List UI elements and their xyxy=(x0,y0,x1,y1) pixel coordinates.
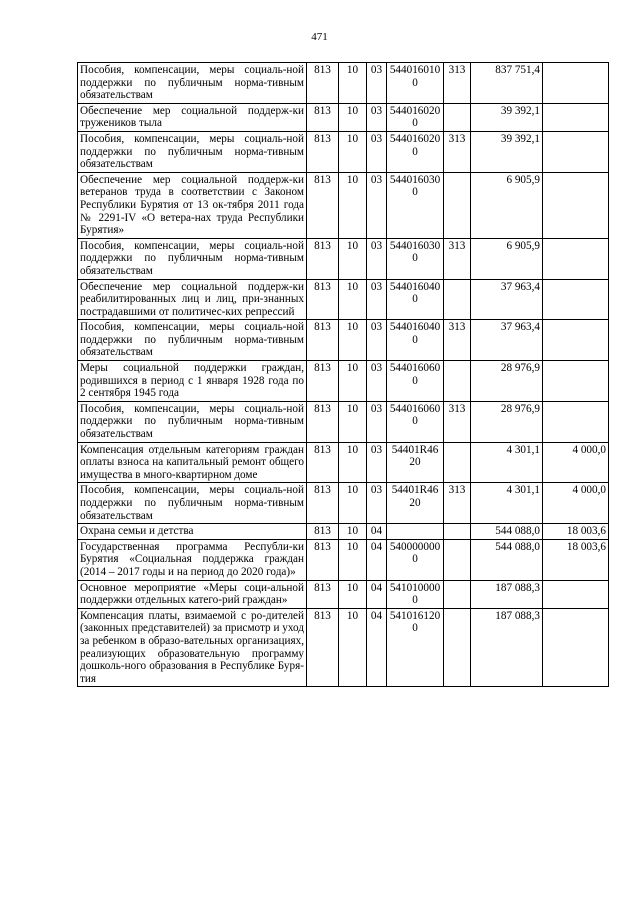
section-code: 10 xyxy=(339,131,367,172)
admin-code: 813 xyxy=(307,608,339,687)
amount-value: 39 392,1 xyxy=(471,103,543,131)
target-article-code: 54401R4620 xyxy=(387,483,444,524)
table-row xyxy=(78,608,609,687)
target-article-code: 5440160200 xyxy=(387,103,444,131)
row-name: Основное мероприятие «Меры соци-альной поддержки отдельных катего-рий граждан» xyxy=(78,580,307,608)
subsection-code: 03 xyxy=(367,401,387,442)
row-name: Компенсация отдельным категориям граждан оплаты взноса на капитальный ремонт общего имущества в много-квартирном доме xyxy=(78,442,307,483)
expense-type-code xyxy=(444,103,471,131)
row-name: Пособия, компенсации, меры социаль-ной поддержки по публичным норма-тивным обязательствам xyxy=(78,483,307,524)
section-code: 10 xyxy=(339,279,367,320)
row-name: Обеспечение мер социальной поддерж-ки ветеранов труда в соответствии с Законом Республики Бурятия от 13 ок-тября 2011 года № 2291-IV «О ветера-нах труда Республики Бурятия» xyxy=(78,172,307,238)
admin-code: 813 xyxy=(307,524,339,540)
table-body xyxy=(78,63,609,687)
table-row xyxy=(78,279,609,320)
admin-code: 813 xyxy=(307,580,339,608)
section-code: 10 xyxy=(339,63,367,104)
subsection-code: 03 xyxy=(367,131,387,172)
target-article-code: 5440160400 xyxy=(387,279,444,320)
target-article-code: 5410100000 xyxy=(387,580,444,608)
page-number: 471 xyxy=(311,31,328,43)
expense-type-code: 313 xyxy=(444,131,471,172)
table-row xyxy=(78,103,609,131)
amount-value: 37 963,4 xyxy=(471,320,543,361)
amount-value: 837 751,4 xyxy=(471,63,543,104)
row-name: Обеспечение мер социальной поддерж-ки реабилитированных лиц и лиц, при-знанных пострадавшими от политичес-ких репрессий xyxy=(78,279,307,320)
target-article-code: 5400000000 xyxy=(387,539,444,580)
expense-type-code: 313 xyxy=(444,483,471,524)
row-name: Пособия, компенсации, меры социаль-ной поддержки по публичным норма-тивным обязательствам xyxy=(78,131,307,172)
federal-amount-value: 4 000,0 xyxy=(543,483,609,524)
federal-amount-value xyxy=(543,279,609,320)
row-name: Государственная программа Республи-ки Бурятия «Социальная поддержка граждан (2014 – 2017 годы и на период до 2020 года)» xyxy=(78,539,307,580)
target-article-code: 5440160600 xyxy=(387,361,444,402)
federal-amount-value: 4 000,0 xyxy=(543,442,609,483)
table-row xyxy=(78,63,609,104)
federal-amount-value: 18 003,6 xyxy=(543,539,609,580)
table-row xyxy=(78,524,609,540)
federal-amount-value xyxy=(543,238,609,279)
section-code: 10 xyxy=(339,238,367,279)
subsection-code: 03 xyxy=(367,172,387,238)
target-article-code: 5440160100 xyxy=(387,63,444,104)
row-name: Пособия, компенсации, меры социаль-ной поддержки по публичным норма-тивным обязательствам xyxy=(78,320,307,361)
admin-code: 813 xyxy=(307,483,339,524)
table-row xyxy=(78,172,609,238)
subsection-code: 03 xyxy=(367,442,387,483)
expense-type-code xyxy=(444,539,471,580)
admin-code: 813 xyxy=(307,539,339,580)
subsection-code: 03 xyxy=(367,361,387,402)
amount-value: 6 905,9 xyxy=(471,238,543,279)
subsection-code: 03 xyxy=(367,279,387,320)
row-name: Обеспечение мер социальной поддерж-ки тружеников тыла xyxy=(78,103,307,131)
expense-type-code: 313 xyxy=(444,401,471,442)
federal-amount-value xyxy=(543,320,609,361)
target-article-code: 5440160400 xyxy=(387,320,444,361)
amount-value: 4 301,1 xyxy=(471,483,543,524)
expense-type-code xyxy=(444,361,471,402)
table-row xyxy=(78,238,609,279)
subsection-code: 03 xyxy=(367,238,387,279)
admin-code: 813 xyxy=(307,361,339,402)
admin-code: 813 xyxy=(307,63,339,104)
section-code: 10 xyxy=(339,539,367,580)
expense-type-code xyxy=(444,608,471,687)
admin-code: 813 xyxy=(307,131,339,172)
amount-value: 187 088,3 xyxy=(471,580,543,608)
expense-type-code xyxy=(444,279,471,320)
amount-value: 187 088,3 xyxy=(471,608,543,687)
admin-code: 813 xyxy=(307,279,339,320)
table-row xyxy=(78,361,609,402)
admin-code: 813 xyxy=(307,442,339,483)
target-article-code: 5440160600 xyxy=(387,401,444,442)
expense-type-code xyxy=(444,442,471,483)
section-code: 10 xyxy=(339,580,367,608)
federal-amount-value xyxy=(543,172,609,238)
section-code: 10 xyxy=(339,320,367,361)
federal-amount-value xyxy=(543,131,609,172)
section-code: 10 xyxy=(339,401,367,442)
target-article-code: 54401R4620 xyxy=(387,442,444,483)
subsection-code: 04 xyxy=(367,580,387,608)
section-code: 10 xyxy=(339,172,367,238)
target-article-code: 5440160200 xyxy=(387,131,444,172)
amount-value: 37 963,4 xyxy=(471,279,543,320)
federal-amount-value xyxy=(543,103,609,131)
table-row xyxy=(78,320,609,361)
subsection-code: 03 xyxy=(367,320,387,361)
table-row xyxy=(78,483,609,524)
section-code: 10 xyxy=(339,361,367,402)
federal-amount-value xyxy=(543,361,609,402)
subsection-code: 04 xyxy=(367,539,387,580)
expense-type-code: 313 xyxy=(444,63,471,104)
federal-amount-value xyxy=(543,580,609,608)
federal-amount-value: 18 003,6 xyxy=(543,524,609,540)
section-code: 10 xyxy=(339,608,367,687)
federal-amount-value xyxy=(543,63,609,104)
admin-code: 813 xyxy=(307,103,339,131)
expense-type-code xyxy=(444,580,471,608)
amount-value: 28 976,9 xyxy=(471,401,543,442)
table-row xyxy=(78,580,609,608)
section-code: 10 xyxy=(339,442,367,483)
row-name: Охрана семьи и детства xyxy=(78,524,307,540)
expense-type-code: 313 xyxy=(444,320,471,361)
row-name: Пособия, компенсации, меры социаль-ной поддержки по публичным норма-тивным обязательствам xyxy=(78,238,307,279)
federal-amount-value xyxy=(543,401,609,442)
section-code: 10 xyxy=(339,524,367,540)
federal-amount-value xyxy=(543,608,609,687)
row-name: Пособия, компенсации, меры социаль-ной поддержки по публичным норма-тивным обязательствам xyxy=(78,401,307,442)
expense-type-code xyxy=(444,524,471,540)
target-article-code: 5440160300 xyxy=(387,238,444,279)
table-row xyxy=(78,539,609,580)
table-row xyxy=(78,401,609,442)
budget-table xyxy=(77,62,609,687)
section-code: 10 xyxy=(339,483,367,524)
amount-value: 4 301,1 xyxy=(471,442,543,483)
subsection-code: 04 xyxy=(367,608,387,687)
amount-value: 544 088,0 xyxy=(471,539,543,580)
target-article-code: 5440160300 xyxy=(387,172,444,238)
row-name: Меры социальной поддержки граждан, родившихся в период с 1 января 1928 года по 2 сентября 1945 года xyxy=(78,361,307,402)
table-row xyxy=(78,131,609,172)
subsection-code: 03 xyxy=(367,103,387,131)
row-name: Компенсация платы, взимаемой с ро-дителей (законных представителей) за присмотр и уход за ребенком в образо-вательных организациях, реализующих образовательную программу дошколь-ного образования в Республике Буря-тия xyxy=(78,608,307,687)
subsection-code: 03 xyxy=(367,63,387,104)
expense-type-code: 313 xyxy=(444,238,471,279)
section-code: 10 xyxy=(339,103,367,131)
subsection-code: 04 xyxy=(367,524,387,540)
table-row xyxy=(78,442,609,483)
amount-value: 6 905,9 xyxy=(471,172,543,238)
target-article-code: 5410161200 xyxy=(387,608,444,687)
amount-value: 544 088,0 xyxy=(471,524,543,540)
admin-code: 813 xyxy=(307,172,339,238)
expense-type-code xyxy=(444,172,471,238)
target-article-code xyxy=(387,524,444,540)
admin-code: 813 xyxy=(307,320,339,361)
row-name: Пособия, компенсации, меры социаль-ной поддержки по публичным норма-тивным обязательствам xyxy=(78,63,307,104)
subsection-code: 03 xyxy=(367,483,387,524)
amount-value: 39 392,1 xyxy=(471,131,543,172)
admin-code: 813 xyxy=(307,401,339,442)
amount-value: 28 976,9 xyxy=(471,361,543,402)
admin-code: 813 xyxy=(307,238,339,279)
